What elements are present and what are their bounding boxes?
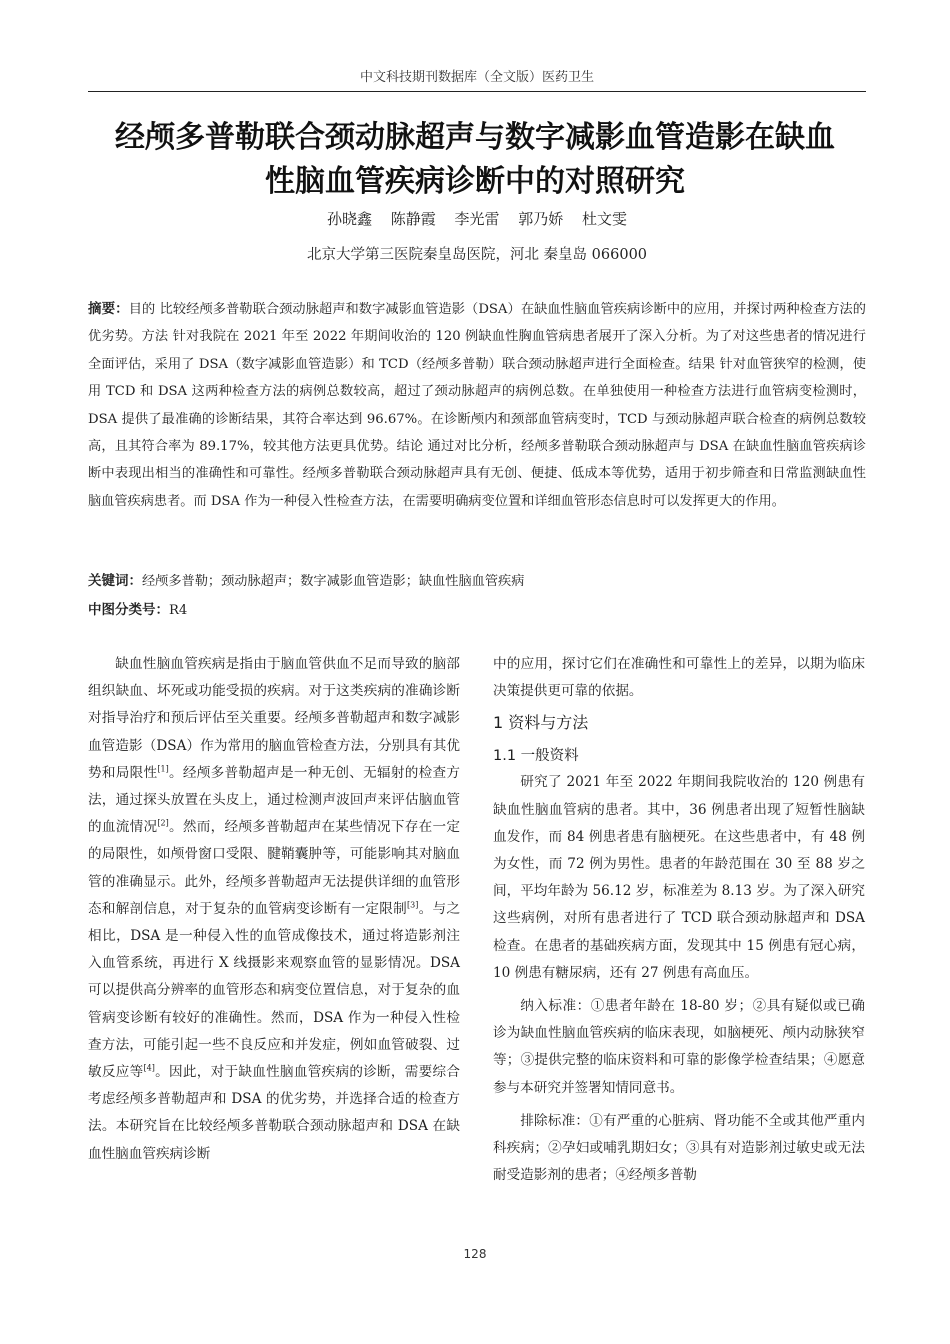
body-column-left (88, 651, 460, 1168)
intro-paragraph-continued: 中的应用，探讨它们在准确性和可靠性上的差异，以期为临床决策提供更可靠的依据。 (493, 656, 865, 700)
intro-text-4: 。与之相比，DSA 是一种侵入性的血管成像技术，通过将造影剂注入血管系统，再进行 X 线摄影来观察血管的显影情况。DSA 可以提供高分辨率的血管形态和病变位置信息，对于复杂的血管病变诊断有较好的准确性。然而，DSA 作为一种侵入性检查方法，可能引起一些不良反应和并发症，例如血管破裂、过敏反应等 (88, 900, 461, 1081)
keywords (88, 569, 866, 589)
title-line-2: 性脑血管疾病诊断中的对照研究 (265, 164, 685, 199)
exclusion-criteria-paragraph: 排除标准：①有严重的心脏病、肾功能不全或其他严重内科疾病；②孕妇或哺乳期妇女；③具有对造影剂过敏史或无法耐受造影剂的患者；④经颅多普勒 (493, 1112, 865, 1184)
citation-1[interactable]: [1] (157, 764, 169, 774)
citation-3[interactable]: [3] (407, 900, 419, 910)
title-line-1: 经颅多普勒联合颈动脉超声与数字减影血管造影在缺血 (115, 120, 835, 155)
subsection-heading-1-1: 1.1 一般资料 (493, 748, 579, 765)
page-number: 128 (463, 1247, 487, 1261)
intro-text-5: 。因此，对于缺血性脑血管疾病的诊断，需要综合考虑经颅多普勒超声和 DSA 的优劣势，并选择合适的检查方法。本研究旨在比较经颅多普勒联合颈动脉超声和 DSA 在缺血性脑血管疾病诊断 (88, 1064, 461, 1162)
section-heading-1: 1 资料与方法 (493, 713, 589, 733)
body-column-right (493, 651, 865, 1189)
journal-header: 中文科技期刊数据库（全文版）医药卫生 (88, 66, 866, 92)
intro-text-3: 。然而，经颅多普勒超声在某些情况下存在一定的局限性，如颅骨窗口受限、腱鞘囊肿等，可能影响其对脑血管的准确显示。此外，经颅多普勒超声无法提供详细的血管形态和解剖信息，对于复杂的血管病变诊断有一定限制 (88, 819, 461, 917)
intro-text-1: 缺血性脑血管疾病是指由于脑血管供血不足而导致的脑部组织缺血、坏死或功能受损的疾病。对于这类疾病的准确诊断对指导治疗和预后评估至关重要。经颅多普勒超声和数字减影血管造影（DSA）作为常用的脑血管检查方法，分别具有其优势和局限性 (88, 656, 460, 781)
classification-number (88, 598, 866, 618)
paper-title (60, 116, 890, 204)
inclusion-criteria-paragraph: 纳入标准：①患者年龄在 18-80 岁；②具有疑似或已确诊为缺血性脑血管疾病的临床表现，如脑梗死、颅内动脉狭窄等；③提供完整的临床资料和可靠的影像学检查结果；④愿意参与本研究并签署知情同意书。 (493, 998, 865, 1096)
keywords-label: 关键词： (88, 573, 142, 589)
intro-paragraph (88, 651, 460, 1168)
abstract-text: 目的 比较经颅多普勒联合颈动脉超声和数字减影血管造影（DSA）在缺血性脑血管疾病诊断中的应用，并探讨两种检查方法的优劣势。方法 针对我院在 2021 年至 2022 年期间收治的 120 例缺血性胸血管病患者展开了深入分析。为了对这些患者的情况进行全面评估，采用了 DSA（数字减影血管造影）和 TCD（经颅多普勒）联合颈动脉超声进行全面检查。结果 针对血管狭窄的检测，使用 TCD 和 DSA 这两种检查方法的病例总数较高，超过了颈动脉超声的病例总数。在单独使用一种检查方法进行血管病变检测时，DSA 提供了最准确的诊断结果，其符合率达到 96.67%。在诊断颅内和颈部血管病变时，TCD 与颈动脉超声联合检查的病例总数较高，且其符合率为 89.17%，较其他方法更具优势。结论 通过对比分析，经颅多普勒联合颈动脉超声与 DSA 在缺血性脑血管疾病诊断中表现出相当的准确性和可靠性。经颅多普勒联合颈动脉超声具有无创、便捷、低成本等优势，适用于初步筛查和日常监测缺血性脑血管疾病患者。而 DSA 作为一种侵入性检查方法，在需要明确病变位置和详细血管形态信息时可以发挥更大的作用。 (88, 302, 866, 509)
intro-text-2: 。经颅多普勒超声是一种无创、无辐射的检查方法，通过探头放置在头皮上，通过检测声波回声来评估脑血管的血流情况 (88, 764, 461, 836)
general-data-paragraph: 研究了 2021 年至 2022 年期间我院收治的 120 例患有缺血性脑血管病的患者。其中，36 例患者出现了短暂性脑缺血发作，而 84 例患者患有脑梗死。在这些患者中，有 48 例为女性，而 72 例为男性。患者的年龄范围在 30 至 88 岁之间，平均年龄为 56.12 岁，标准差为 8.13 岁。为了深入研究这些病例，对所有患者进行了 TCD 联合颈动脉超声和 DSA 检查。在患者的基础疾病方面，发现其中 15 例患有冠心病，10 例患有糖尿病，还有 27 例患有高血压。 (493, 774, 865, 981)
classification-label: 中图分类号： (88, 602, 169, 618)
abstract-label: 摘要： (88, 301, 129, 317)
abstract (88, 296, 866, 515)
citation-2[interactable]: [2] (157, 818, 169, 828)
citation-4[interactable]: [4] (143, 1063, 155, 1073)
author-list: 孙晓鑫 陈静霞 李光雷 郭乃娇 杜文雯 (326, 210, 628, 228)
affiliation: 北京大学第三医院秦皇岛医院，河北 秦皇岛 066000 (306, 247, 648, 263)
keywords-text: 经颅多普勒；颈动脉超声；数字减影血管造影；缺血性脑血管疾病 (142, 574, 525, 589)
classification-value: R4 (169, 603, 188, 618)
